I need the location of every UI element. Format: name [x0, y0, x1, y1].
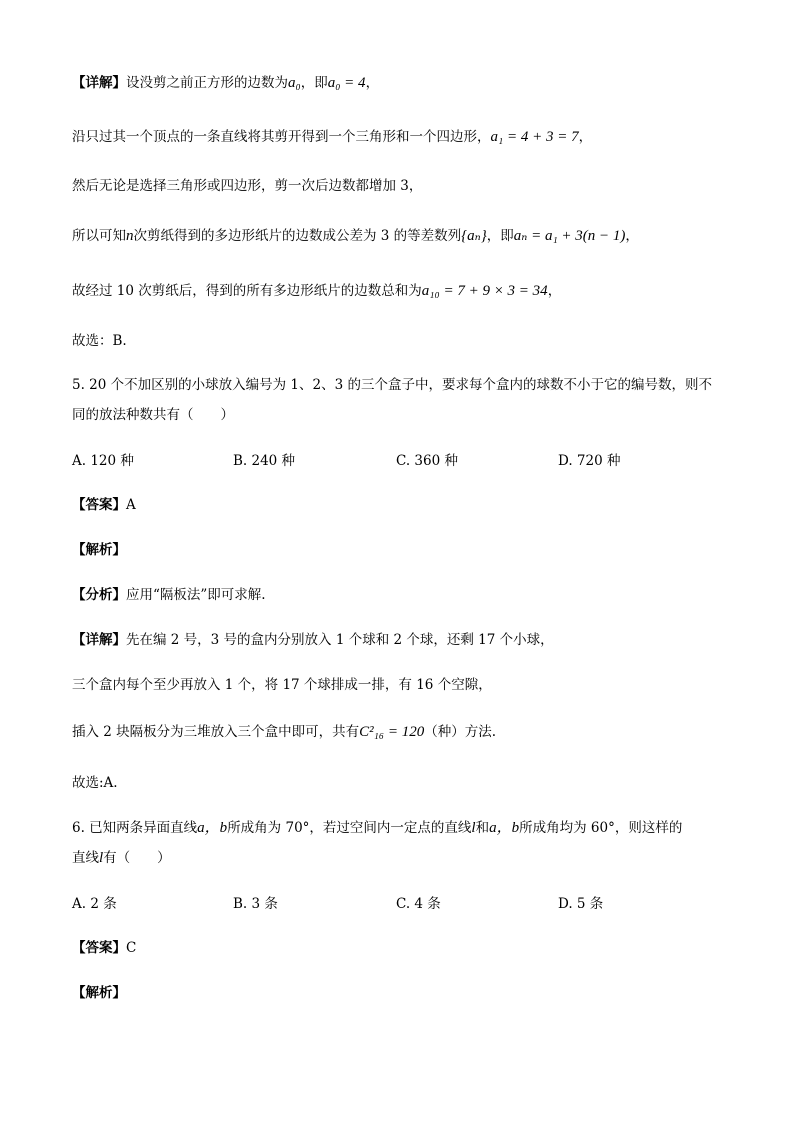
solution-line: 故经过 10 次剪纸后，得到的所有多边形纸片的边数总和为a₁₀ = 7 + 9 × 3 = 34， — [72, 283, 562, 299]
section-label: 【详解】 — [72, 75, 126, 91]
q6-option-d: D. 5 条 — [558, 896, 604, 912]
detail-line: 【详解】先在编 2 号，3 号的盒内分别放入 1 个球和 2 个球，还剩 17 个小球， — [72, 632, 554, 648]
q6-option-a: A. 2 条 — [72, 896, 117, 912]
solution-line: 然后无论是选择三角形或四边形，剪一次后边数都增加 3， — [72, 178, 423, 194]
analysis-line: 【分析】应用“隔板法”即可求解. — [72, 587, 266, 603]
analysis-heading: 【解析】 — [72, 542, 126, 558]
detail-line: 插入 2 块隔板分为三堆放入三个盒中即可，共有C²₁₆ = 120（种）方法. — [72, 724, 497, 740]
q6-option-b: B. 3 条 — [233, 896, 278, 912]
answer-line: 【答案】A — [72, 497, 136, 513]
analysis-heading: 【解析】 — [72, 985, 126, 1001]
detail-line: 三个盒内每个至少再放入 1 个，将 17 个球排成一排，有 16 个空隙， — [72, 677, 492, 693]
solution-line: 所以可知n次剪纸得到的多边形纸片的边数成公差为 3 的等差数列{aₙ}，即aₙ = a₁ + 3(n − 1)， — [72, 228, 639, 244]
question-6-line-1: 6. 已知两条异面直线a，b所成角为 70°，若过空间内一定点的直线l和a，b所成角均为 60°，则这样的 — [72, 820, 683, 836]
solution-line: 沿只过其一个顶点的一条直线将其剪开得到一个三角形和一个四边形，a₁ = 4 + 3 = 7， — [72, 129, 593, 145]
q5-option-c: C. 360 种 — [396, 453, 458, 469]
solution-detail-line-1: 【详解】设没剪之前正方形的边数为a₀，即a₀ = 4， — [72, 75, 380, 91]
question-5-line-2: 同的放法种数共有（ ） — [72, 407, 234, 423]
q6-option-c: C. 4 条 — [396, 896, 441, 912]
q5-option-b: B. 240 种 — [233, 453, 296, 469]
question-6-line-2: 直线l有（ ） — [72, 850, 171, 866]
q5-option-d: D. 720 种 — [558, 453, 621, 469]
q5-option-a: A. 120 种 — [72, 453, 134, 469]
answer-choice-line: 故选：B. — [72, 333, 127, 349]
answer-line: 【答案】C — [72, 940, 137, 956]
answer-choice-line: 故选:A. — [72, 775, 118, 791]
question-5-line-1: 5. 20 个不加区别的小球放入编号为 1、2、3 的三个盒子中，要求每个盒内的球数不小于它的编号数，则不 — [72, 377, 712, 393]
